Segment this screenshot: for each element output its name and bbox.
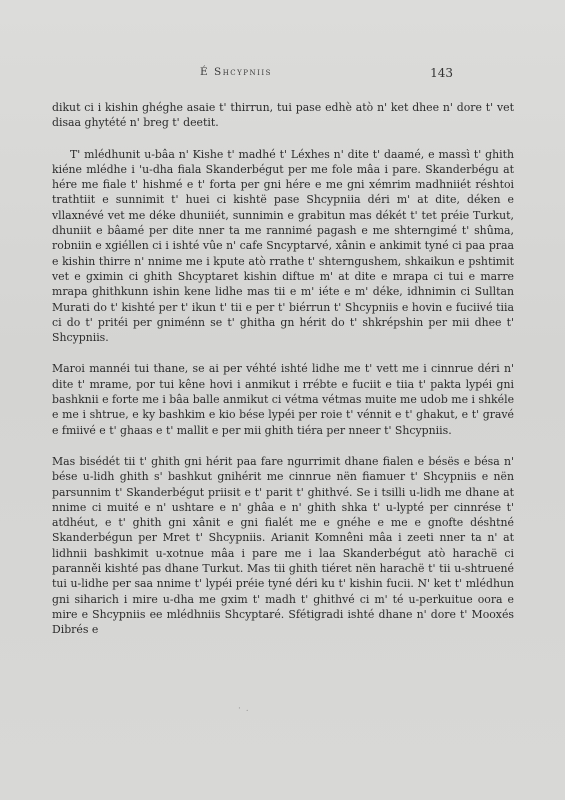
running-head [0, 66, 565, 86]
paragraph-3: Maroi mannéi tui thane, se ai per véhté ishté lidhe me t' vett me i cinnrue déri n' dite t' mrame, por tui kêne hovi i anmikut i rrébte e fuciit e tiia t' pakta lypéi gni bashknii e forte me i bâa balle anmikut ci vétma vétmas muite me udob me i shkéle e me i shtrue, e ky bashkim e kio bése lypéi per roie t' vénnit e t' ghakut, e t' gravé e fmiivé e t' ghaas e t' mallit e per mii ghith tiéra per nneer t' Shcypniis. [52, 362, 515, 437]
paragraph-2: T' mlédhunit u-bâa n' Kishe t' madhé t' Léxhes n' dite t' daamé, e massì t' ghith kiéne mlédhe i 'u-dha fiala Skanderbégut per me fole mâa i pare. Skanderbégu at hére me fiale t' hishmé e t' forta per gni hére e me gni xémrim madhniiét réshtoi trathtiit e sunnimit t' huei ci kishtë pase Shcypniia déri m' at dite, déken e vllaxnévé vet me déke dhuniiét, sunnimin e grabitun mas dékét t' tet préie Turkut, dhuniit e bâamé per dite nner ta me rannimé pagash e me shterngimé t' shûma, robniin e xgiéllen ci i ishté vûe n' cafe Sncyptarvé, xânin e ankimit tyné ci paa praa e kishin thirre n' nnime me i kpute atò rrathe t' shterngushem, shkaikun e pshtimit vet e gximin ci ghith Shcyptaret kishin diftue m' at dite e mrapa ci tui e marre mrapa ghithkunn ishin kene lidhe mas tii e m' iéte e m' déke, idhnimin ci Sulltan Murati do t' kishté per t' ikun t' tii e per t' biérrun t' Shcypniis e hovin e fuciivé tiia ci do t' pritéi per gniménn se t' ghitha gn hérit do t' shkrépshin per mii dhee t' Shcypniis. [52, 147, 514, 345]
page-number: 143 [430, 66, 453, 80]
paragraph-1: dikut ci i kishin ghéghe asaie t' thirrun, tui pase edhè atò n' ket dhee n' dore t' vet disaa ghytété n' breg t' deetit. [52, 101, 514, 130]
body-text [52, 100, 514, 654]
page-smudge-mark: · . [238, 704, 250, 714]
running-title: É Shcypniis [200, 66, 272, 78]
paragraph-4: Mas bisédét tii t' ghith gni hérit paa fare ngurrimit dhane fialen e bésës e bésa n' bése u-lidh ghith s' bashkut gnihérit me cinnrue nën fiamuer t' Shcypniis e nën parsunnim t' Skanderbégut priisit e t' parit t' ghithvé. Se i tsilli u-lidh me dhane at nnime ci muité e n' ushtare e n' ghâa e n' ghith shka t' u-lypté per cinnrése t' atdhéut, e t' ghith gni xânit e gni fialét me e gnéhe e me e gnofte déshtné Skanderbégun per Mret t' Shcypniis. Arianit Komnêni mâa i zeeti nner ta n' at lidhnii bashkimit u-xotnue mâa i pare me i laa Skanderbégut atò harachë ci paranněi kishté pas dhane Turkut. Mas tii ghith tiéret nën harachë t' tii u-shtruené tui u-lidhe per saa nnime t' lypéi préie tyné déri ku t' kishin fucii. N' ket t' mlédhun gni siharich i mire u-dha me gxim t' madh t' ghithvé ci m' té u-perkuitue oora e mire e Shcypniis ee mlédhniis Shcyptaré. Sfétigradi ishté dhane n' dore t' Mooxés Dibrés e [52, 454, 514, 637]
